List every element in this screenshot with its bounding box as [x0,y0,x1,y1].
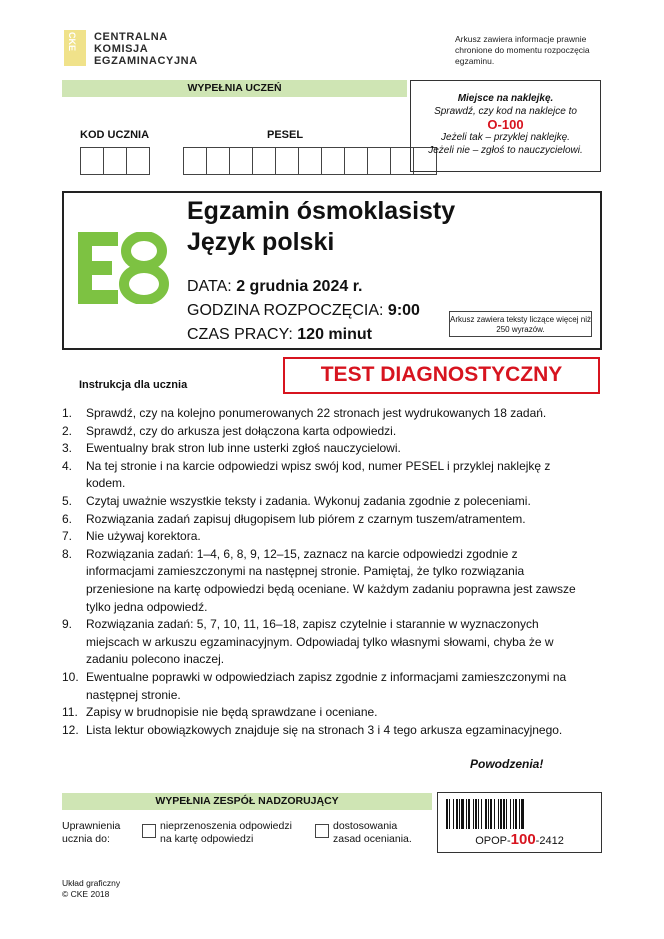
student-code-boxes[interactable] [80,147,149,175]
instruction-item [62,405,582,423]
no-transfer-checkbox[interactable] [142,824,156,838]
barcode-icon [446,799,593,829]
start-label: GODZINA ROZPOCZĘCIA: [187,302,384,319]
start-value: 9:00 [387,302,420,319]
cke-logo-letters: CKE [67,32,77,52]
pesel-box[interactable] [183,147,207,175]
barcode-bar [473,799,474,829]
sticker-line-2: Sprawdź, czy kod na naklejce to [434,106,577,117]
barcode-bar [456,799,458,829]
instruction-item [62,511,582,529]
barcode-bar [446,799,448,829]
barcode-bar [468,799,470,829]
instruction-text: Sprawdź, czy do arkusza jest dołączona karta odpowiedzi. [86,423,397,438]
instruction-text: Ewentualny brak stron lub inne usterki zgłoś nauczycielowi. [86,441,401,456]
layout-credit-line-1: Układ graficzny [62,878,121,888]
entitlements-label [62,820,120,846]
e8-logo-letter-e [78,232,118,304]
instruction-item [62,528,582,546]
barcode-bar [503,799,505,829]
barcode-bar [510,799,511,829]
code-box[interactable] [80,147,104,175]
no-transfer-line-1: nieprzenoszenia odpowiedzi [160,820,292,832]
cke-logo-mark [64,30,86,66]
instruction-number: 11. [62,705,78,720]
instruction-item [62,616,582,669]
code-box[interactable] [103,147,127,175]
logo-line-2: KOMISJA [94,43,149,55]
barcode-bar [513,799,514,829]
sticker-line-3: Jeżeli tak – przyklej naklejkę. [441,132,570,143]
pesel-box[interactable] [229,147,253,175]
entitlements-line-2: ucznia do: [62,833,110,845]
start-time-line [187,301,420,321]
sticker-area[interactable] [410,80,601,172]
test-diagnostic-stamp: TEST DIAGNOSTYCZNY [283,357,600,394]
code-box[interactable] [126,147,150,175]
instruction-item [62,458,582,493]
instruction-item [62,669,582,704]
pesel-box[interactable] [275,147,299,175]
date-label: DATA: [187,278,232,295]
instruction-number: 7. [62,529,73,544]
instruction-text: Sprawdź, czy na kolejno ponumerowanych 22 stronach jest wydrukowanych 18 zadań. [86,406,547,420]
adjusted-grading-checkbox[interactable] [315,824,329,838]
student-fill-bar: WYPEŁNIA UCZEŃ [62,80,407,97]
sticker-code: O-100 [487,117,524,132]
exam-title: Egzamin ósmoklasisty [187,197,456,225]
barcode-bar [453,799,454,829]
layout-credit-line-2: © CKE 2018 [62,889,110,899]
adjusted-line-1: dostosowania [333,820,398,832]
sticker-line-4: Jeżeli nie – zgłoś to nauczycielowi. [428,145,583,156]
no-transfer-line-2: na kartę odpowiedzi [160,833,254,845]
pesel-box[interactable] [298,147,322,175]
instruction-text: Lista lektur obowiązkowych znajduje się na stronach 3 i 4 tego arkusza egzaminacyjnego. [86,722,563,737]
barcode-bar [515,799,517,829]
barcode-bar [449,799,450,829]
instruction-number: 2. [62,423,73,438]
instruction-number: 8. [62,546,73,561]
barcode-bar [500,799,502,829]
team-fill-bar: WYPEŁNIA ZESPÓŁ NADZORUJĄCY [62,793,432,810]
barcode-suffix: -2412 [535,835,564,847]
instruction-number: 12. [62,722,79,737]
barcode-bar [475,799,477,829]
barcode-bar [498,799,499,829]
pesel-box[interactable] [367,147,391,175]
pesel-box[interactable] [252,147,276,175]
instruction-text: Ewentualne poprawki w odpowiedziach zapisz zgodnie z informacjami zamieszczonymi na następnej stronie. [86,669,567,702]
layout-credit [62,878,120,900]
instructions-header: Instrukcja dla ucznia [79,379,188,391]
protection-note: Arkusz zawiera informacje prawnie chronione do momentu rozpoczęcia egzaminu. [455,34,590,66]
good-luck-text: Powodzenia! [470,757,544,771]
barcode-prefix: OPOP- [475,835,511,847]
instruction-number: 1. [62,406,73,420]
word-count-note: Arkusz zawiera teksty liczące więcej niż 250 wyrazów. [449,311,592,337]
barcode-bar [478,799,479,829]
instruction-number: 4. [62,458,73,473]
barcode-bar [459,799,460,829]
instruction-text: Na tej stronie i na karcie odpowiedzi wpisz swój kod, numer PESEL i przyklej naklejkę z kodem. [86,458,551,491]
no-transfer-label [160,820,292,846]
barcode-bar [485,799,487,829]
pesel-boxes[interactable] [183,147,436,175]
instruction-text: Czytaj uważnie wszystkie teksty i zadania. Wykonuj zadania zgodnie z poleceniami. [86,493,531,508]
instruction-item [62,546,582,616]
instruction-text: Nie używaj korektora. [86,529,201,544]
logo-line-1: CENTRALNA [94,31,168,43]
instruction-item [62,440,582,458]
pesel-label: PESEL [267,129,304,141]
duration-label: CZAS PRACY: [187,326,293,343]
instructions-list [62,405,582,739]
barcode-number [437,831,602,848]
duration-line [187,325,372,345]
barcode-bar [461,799,464,829]
pesel-box[interactable] [206,147,230,175]
instruction-item [62,423,582,441]
instruction-item [62,493,582,511]
cke-logo-text [94,31,198,67]
instruction-item [62,722,582,740]
barcode-bar [519,799,520,829]
barcode-bar [481,799,482,829]
instruction-number: 3. [62,441,73,456]
sticker-line-1: Miejsce na naklejkę. [457,93,554,104]
e8-logo-digit-8 [124,236,164,300]
adjusted-grading-label [333,820,412,846]
date-value: 2 grudnia 2024 r. [236,278,363,295]
duration-value: 120 minut [297,326,372,343]
instruction-text: Rozwiązania zadań zapisuj długopisem lub piórem z czarnym tuszem/atramentem. [86,511,526,526]
pesel-box[interactable] [321,147,345,175]
e8-logo [78,232,170,304]
barcode-bar [466,799,467,829]
instruction-number: 5. [62,493,73,508]
barcode-bar [490,799,492,829]
instruction-text: Rozwiązania zadań: 1–4, 6, 8, 9, 12–15, zaznacz na karcie odpowiedzi zgodnie z informacjami zamieszczonymi na następnej stronie. Pamiętaj, że tylko rozwiązania przeniesione na kartę odpowiedzi będą oceniane. W każdym zadaniu poprawna jest zawsze tylko jedna odpowiedź. [86,546,576,614]
barcode-bar [494,799,495,829]
exam-title-block [187,196,455,258]
date-line [187,277,362,297]
entitlements-line-1: Uprawnienia [62,820,121,832]
adjusted-line-2: zasad oceniania. [333,833,412,845]
instruction-item [62,704,582,722]
exam-subject: Język polski [187,228,335,256]
student-code-label: KOD UCZNIA [80,129,150,141]
pesel-box[interactable] [344,147,368,175]
logo-line-3: EGZAMINACYJNA [94,55,198,67]
instruction-text: Zapisy w brudnopisie nie będą sprawdzane i oceniane. [86,705,378,720]
barcode-bar [488,799,489,829]
barcode-bar [506,799,507,829]
instruction-number: 9. [62,617,73,632]
barcode-bar [521,799,524,829]
instruction-text: Rozwiązania zadań: 5, 7, 10, 11, 16–18, zapisz czytelnie i starannie w wyznaczonych miejscach w arkuszu egzaminacyjnym. Odpowiadaj tylko własnymi słowami, chyba że w zadaniu polecono inaczej. [86,617,554,667]
instruction-number: 6. [62,511,73,526]
instruction-number: 10. [62,669,79,684]
barcode-main-number: 100 [510,831,536,848]
